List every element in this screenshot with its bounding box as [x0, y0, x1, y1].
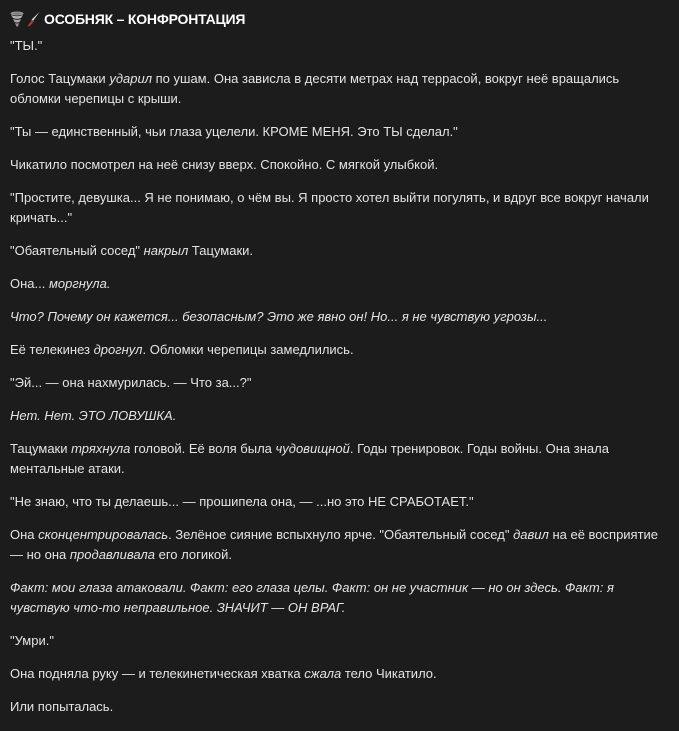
- text-run: Тацумаки: [10, 441, 72, 456]
- paragraph: [10, 697, 665, 717]
- emphasis-text: давил: [513, 527, 549, 542]
- emphasis-text: сжала: [304, 666, 342, 681]
- section-header: [10, 8, 665, 30]
- paragraph: [10, 373, 665, 393]
- emphasis-text: тряхнула: [71, 441, 131, 456]
- story-body: [10, 36, 665, 717]
- text-run: Тацумаки.: [188, 243, 254, 258]
- emphasis-text: чудовищной: [275, 441, 350, 456]
- emphasis-text: Что? Почему он кажется... безопасным? Это же явно он! Но... я не чувствую угрозы...: [10, 309, 548, 324]
- emphasis-text: Факт: мои глаза атаковали. Факт: его глаза целы. Факт: он не участник — но он здесь. Факт: я чувствую что-то неправильное. ЗНАЧИТ — ОН ВРАГ.: [10, 580, 614, 615]
- paragraph: [10, 406, 665, 426]
- text-run: Её телекинез: [10, 342, 94, 357]
- emphasis-text: продавливала: [69, 547, 155, 562]
- paragraph: [10, 36, 665, 56]
- emphasis-text: Нет. Нет. ЭТО ЛОВУШКА.: [10, 408, 177, 423]
- text-run: тело Чикатило.: [341, 666, 437, 681]
- text-run: "Эй... — она нахмурилась. — Что за...?": [10, 375, 252, 390]
- paragraph: [10, 492, 665, 512]
- text-run: его логикой.: [154, 547, 233, 562]
- text-run: . Зелёное сияние вспыхнуло ярче. "Обаятельный сосед": [168, 527, 514, 542]
- paragraph: [10, 122, 665, 142]
- text-run: головой. Её воля была: [130, 441, 276, 456]
- text-run: по ушам. Она зависла в десяти метрах над террасой, вокруг неё вращались обломки черепицы с крыши.: [10, 71, 620, 106]
- text-run: Она...: [10, 276, 49, 291]
- paragraph: [10, 340, 665, 360]
- paragraph: [10, 307, 665, 327]
- paragraph: [10, 274, 665, 294]
- text-run: "Умри.": [10, 633, 54, 648]
- emphasis-text: сконцентрировалась: [38, 527, 169, 542]
- emphasis-text: накрыл: [143, 243, 189, 258]
- paragraph: [10, 439, 665, 479]
- text-run: Голос Тацумаки: [10, 71, 110, 86]
- text-run: . Годы тренировок. Годы войны. Она знала ментальные атаки.: [10, 441, 609, 476]
- paragraph: [10, 188, 665, 228]
- text-run: "ТЫ.": [10, 38, 43, 53]
- text-run: . Обломки черепицы замедлились.: [142, 342, 354, 357]
- tornado-icon: [10, 11, 24, 27]
- text-run: на её восприятие — но она: [10, 527, 659, 562]
- paragraph: [10, 525, 665, 565]
- emphasis-text: ударил: [109, 71, 153, 86]
- text-run: "Обаятельный сосед": [10, 243, 144, 258]
- text-run: "Не знаю, что ты делаешь... — прошипела она, — ...но это НЕ СРАБОТАЕТ.": [10, 494, 474, 509]
- text-run: Чикатило посмотрел на неё снизу вверх. Спокойно. С мягкой улыбкой.: [10, 157, 439, 172]
- knife-icon: [27, 11, 41, 27]
- paragraph: [10, 631, 665, 651]
- text-run: "Ты — единственный, чьи глаза уцелели. КРОМЕ МЕНЯ. Это ТЫ сделал.": [10, 124, 458, 139]
- paragraph: [10, 69, 665, 109]
- text-run: Она подняла руку — и телекинетическая хватка: [10, 666, 305, 681]
- paragraph: [10, 241, 665, 261]
- emphasis-text: моргнула.: [48, 276, 111, 291]
- text-run: Она: [10, 527, 39, 542]
- text-run: "Простите, девушка... Я не понимаю, о чём вы. Я просто хотел выйти погулять, и вдруг все вокруг начали кричать...": [10, 190, 649, 225]
- paragraph: [10, 155, 665, 175]
- emphasis-text: дрогнул: [93, 342, 143, 357]
- text-run: Или попыталась.: [10, 699, 114, 714]
- paragraph: [10, 578, 665, 618]
- paragraph: [10, 664, 665, 684]
- page-title: ОСОБНЯК – КОНФРОНТАЦИЯ: [44, 11, 246, 27]
